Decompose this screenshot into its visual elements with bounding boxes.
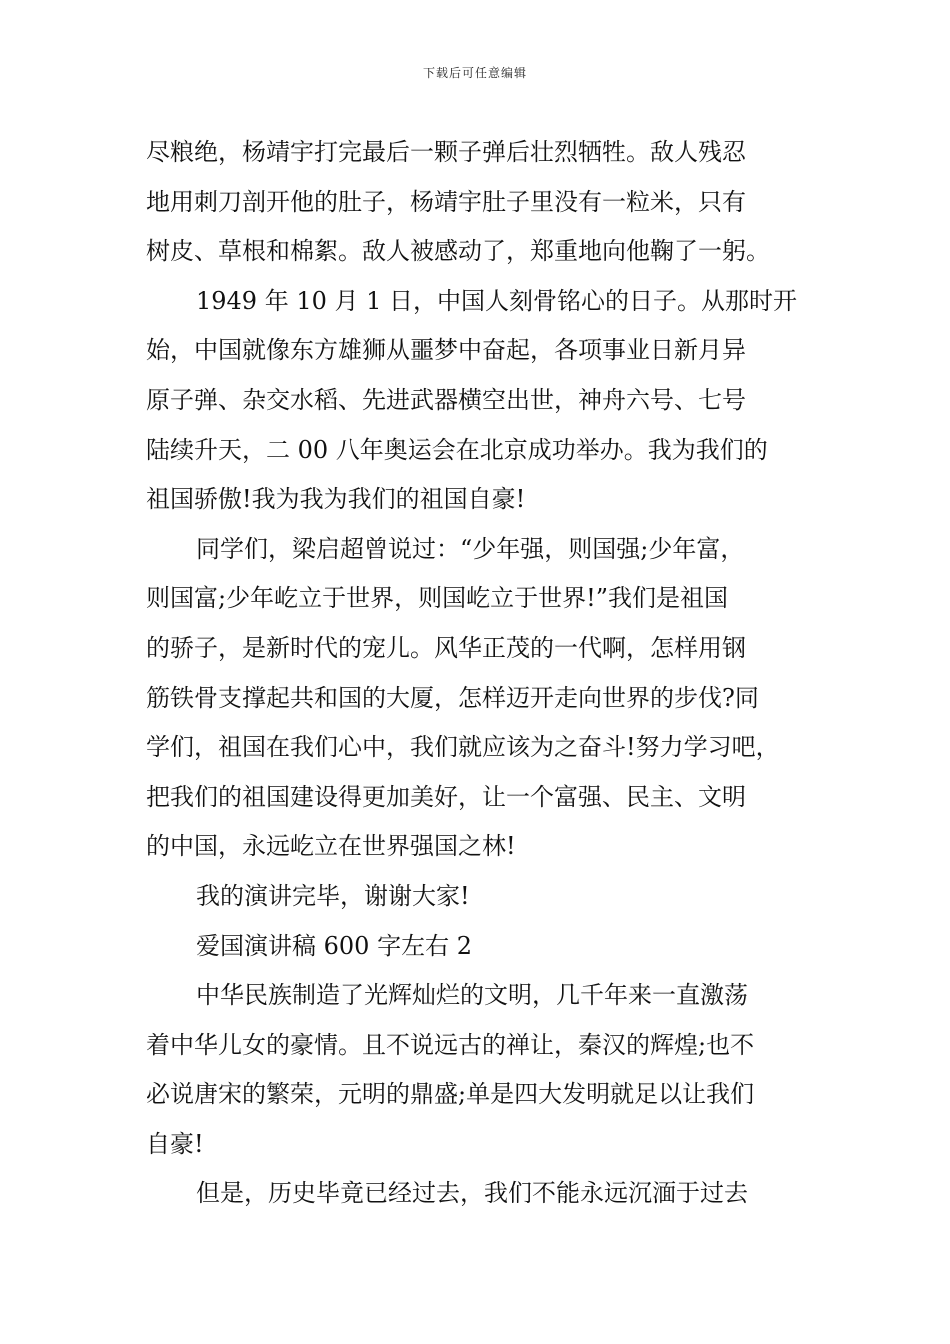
- text-line: 则国富;少年屹立于世界，则国屹立于世界!”我们是祖国: [146, 584, 728, 613]
- text-line: 学们，祖国在我们心中，我们就应该为之奋斗!努力学习吧，: [146, 733, 780, 762]
- document-body: [146, 128, 806, 1219]
- text-line: 始，中国就像东方雄狮从噩梦中奋起，各项事业日新月异: [146, 336, 746, 365]
- text-line: 尽粮绝，杨靖宇打完最后一颗子弹后壮烈牺牲。敌人残忍: [146, 138, 746, 166]
- section-heading: 爱国演讲稿 600 字左右 2: [196, 931, 472, 960]
- text-line: 着中华儿女的豪情。且不说远古的禅让，秦汉的辉煌;也不: [146, 1030, 755, 1059]
- text-line: 的中国，永远屹立在世界强国之林!: [146, 832, 516, 861]
- text-line: 陆续升天，二 00 八年奥运会在北京成功举办。我为我们的: [146, 435, 768, 464]
- text-line: 但是，历史毕竟已经过去，我们不能永远沉湎于过去: [196, 1179, 748, 1208]
- text-line: 中华民族制造了光辉灿烂的文明，几千年来一直激荡: [196, 981, 748, 1010]
- text-line: 树皮、草根和棉絮。敌人被感动了，郑重地向他鞠了一躬。: [146, 237, 770, 266]
- text-line: 自豪!: [146, 1129, 204, 1158]
- text-line: 地用刺刀剖开他的肚子，杨靖宇肚子里没有一粒米，只有: [146, 187, 746, 216]
- page-header: 下载后可任意编辑: [422, 66, 527, 80]
- text-line: 筋铁骨支撑起共和国的大厦，怎样迈开走向世界的步伐?同: [146, 683, 759, 712]
- text-line: 原子弹、杂交水稻、先进武器横空出世，神舟六号、七号: [146, 385, 746, 414]
- text-line: 必说唐宋的繁荣，元明的鼎盛;单是四大发明就足以让我们: [146, 1080, 755, 1109]
- text-line: 我的演讲完毕，谢谢大家!: [196, 881, 470, 910]
- text-line: 祖国骄傲!我为我为我们的祖国自豪!: [146, 485, 526, 514]
- text-line: 的骄子，是新时代的宠儿。风华正茂的一代啊，怎样用钢: [146, 633, 746, 662]
- text-line: 同学们，梁启超曾说过：“少年强，则国强;少年富，: [196, 534, 745, 563]
- text-line: 把我们的祖国建设得更加美好，让一个富强、民主、文明: [146, 782, 746, 811]
- text-line: 1949 年 10 月 1 日，中国人刻骨铭心的日子。从那时开: [196, 286, 798, 315]
